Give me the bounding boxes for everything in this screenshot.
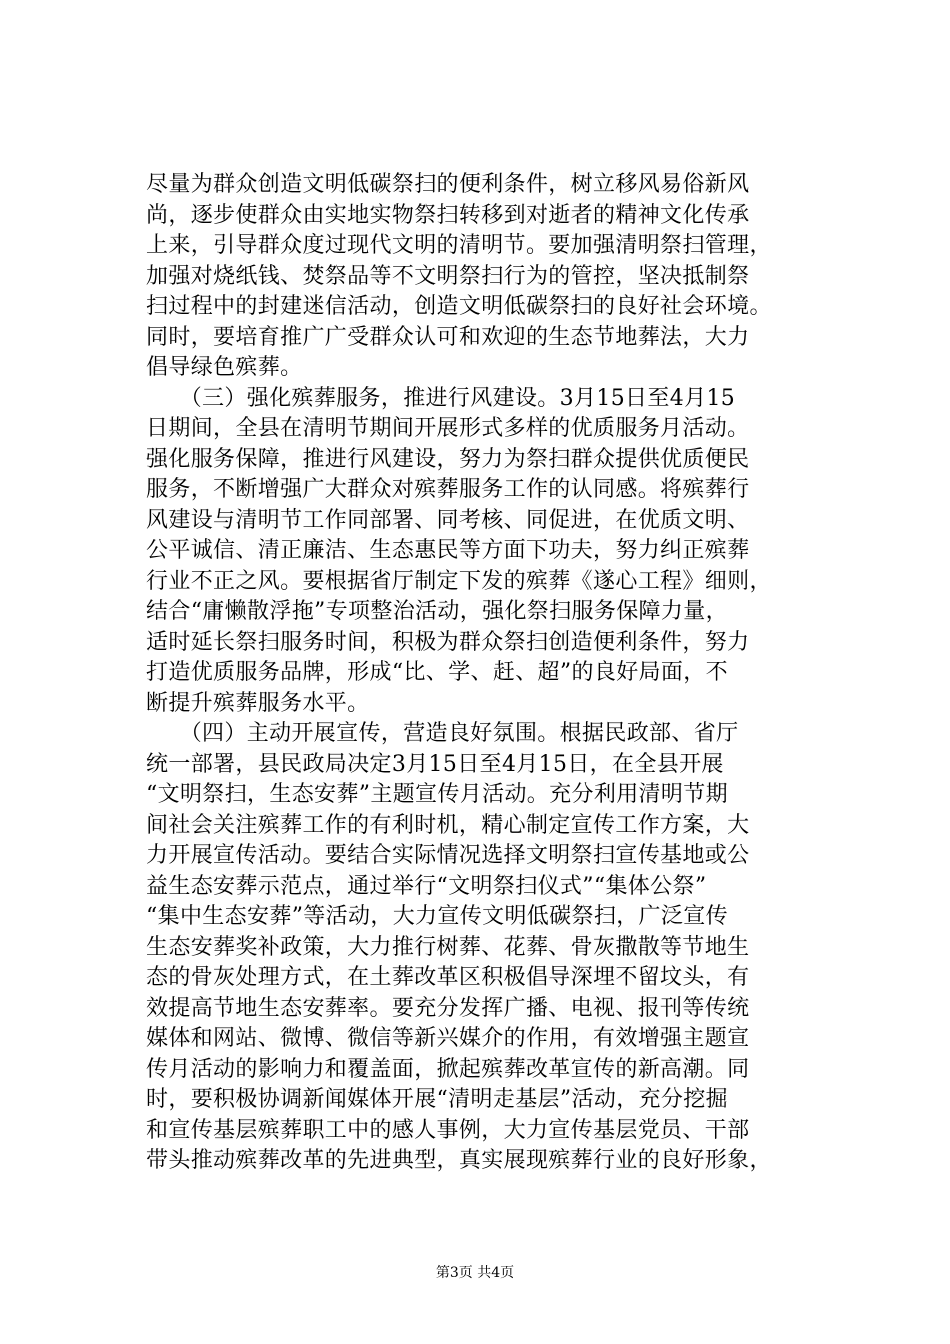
text-line: 和宣传基层殡葬职工中的感人事例，大力宣传基层党员、干部 [146,1117,750,1143]
text-line: 强化服务保障，推进行风建设，努力为祭扫群众提供优质便民 [146,446,750,472]
text-line: “文明祭扫，生态安葬”主题宣传月活动。充分利用清明节期 [146,782,728,807]
text-line: 断提升殡葬服务水平。 [146,690,370,716]
text-line: 媒体和网站、微博、微信等新兴媒介的作用，有效增强主题宣 [146,1026,750,1051]
text-line: 尚，逐步使群众由实地实物祭扫转移到对逝者的精神文化传承 [146,202,750,228]
text-line: 加强对烧纸钱、焚祭品等不文明祭扫行为的管控，坚决抵制祭 [146,263,750,289]
text-line: 同时，要培育推广广受群众认可和欢迎的生态节地葬法，大力 [146,324,750,350]
text-line: 风建设与清明节工作同部署、同考核、同促进，在优质文明、 [146,507,750,533]
text-line: 打造优质服务品牌，形成“比、学、赶、超”的良好局面，不 [146,660,728,685]
text-line: 日期间，全县在清明节期间开展形式多样的优质服务月活动。 [146,416,750,441]
text-line: 效提高节地生态安葬率。要充分发挥广播、电视、报刊等传统 [146,995,750,1021]
text-line: 间社会关注殡葬工作的有利时机，精心制定宣传工作方案，大 [146,812,750,838]
text-line: 时，要积极协调新闻媒体开展“清明走基层”活动，充分挖掘 [146,1087,728,1112]
text-line: 上来，引导群众度过现代文明的清明节。要加强清明祭扫管理， [146,233,772,258]
text-line: “集中生态安葬”等活动，大力宣传文明低碳祭扫，广泛宣传 [146,904,728,929]
page-footer: 第3页 共4页 [435,1265,515,1281]
text-line: 公平诚信、清正廉洁、生态惠民等方面下功夫，努力纠正殡葬 [146,538,750,563]
text-line: 适时延长祭扫服务时间，积极为群众祭扫创造便利条件，努力 [146,629,750,655]
text-line: 结合“庸懒散浮拖”专项整治活动，强化祭扫服务保障力量， [146,599,728,624]
text-line: 统一部署，县民政局决定3月15日至4月15日，在全县开展 [146,751,724,777]
text-line: 倡导绿色殡葬。 [146,355,303,380]
text-line: （三）强化殡葬服务，推进行风建设。3月15日至4月15 [146,385,736,411]
text-line: 带头推动殡葬改革的先进典型，真实展现殡葬行业的良好形象， [146,1148,772,1173]
text-line: 生态安葬奖补政策，大力推行树葬、花葬、骨灰撒散等节地生 [146,934,750,960]
text-line: 传月活动的影响力和覆盖面，掀起殡葬改革宣传的新高潮。同 [146,1056,750,1082]
text-line: 态的骨灰处理方式，在土葬改革区积极倡导深埋不留坟头，有 [146,965,750,990]
document-body [146,170,846,1177]
text-line: 服务，不断增强广大群众对殡葬服务工作的认同感。将殡葬行 [146,477,750,502]
text-line: 力开展宣传活动。要结合实际情况选择文明祭扫宣传基地或公 [146,843,750,868]
text-line: 益生态安葬示范点，通过举行“文明祭扫仪式”“集体公祭” [146,873,707,899]
text-line: （四）主动开展宣传，营造良好氛围。根据民政部、省厅 [146,721,739,746]
text-line: 扫过程中的封建迷信活动，创造文明低碳祭扫的良好社会环境。 [146,294,772,319]
text-line: 尽量为群众创造文明低碳祭扫的便利条件，树立移风易俗新风 [146,172,750,197]
text-line: 行业不正之风。要根据省厅制定下发的殡葬《遂心工程》细则， [146,568,772,594]
